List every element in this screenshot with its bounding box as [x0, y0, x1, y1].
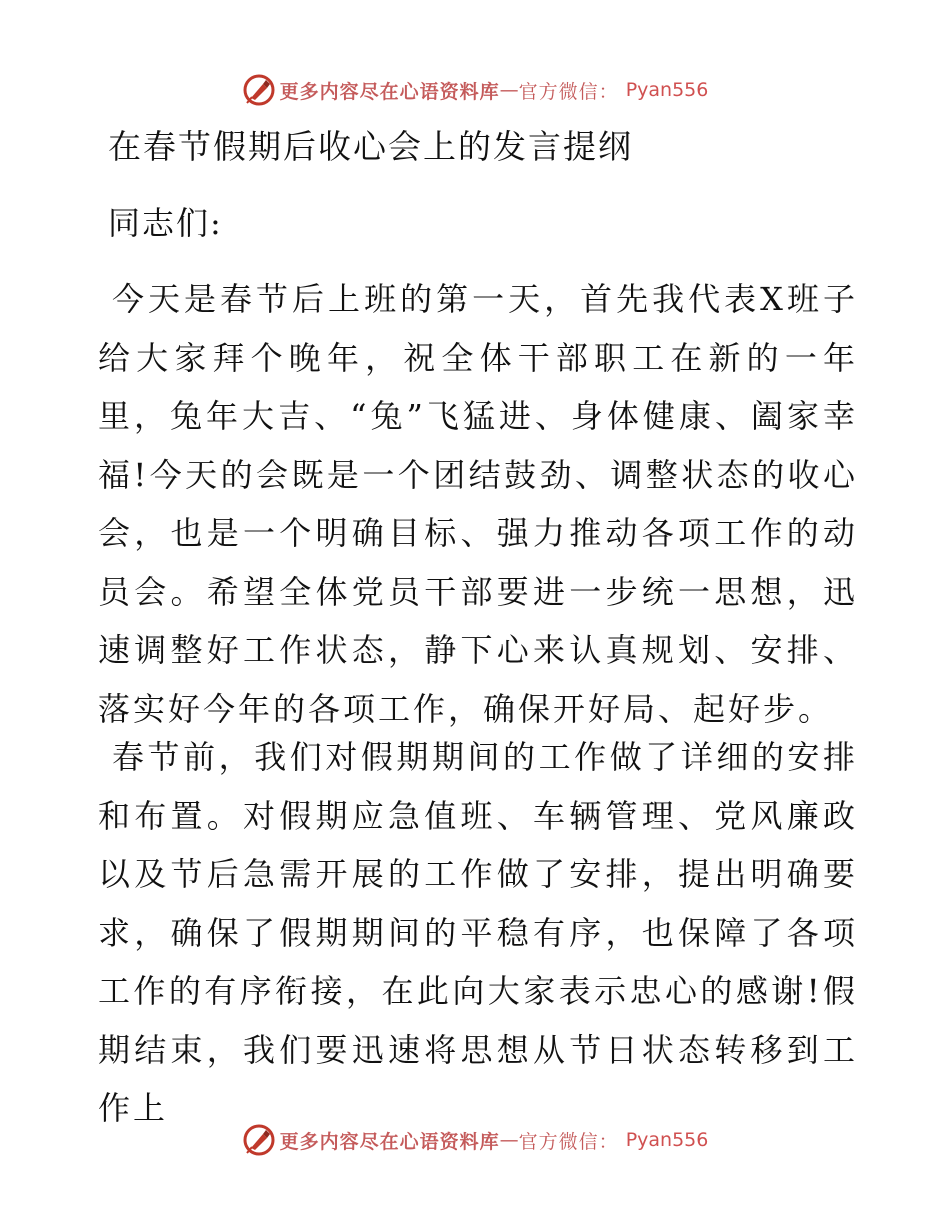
banner-dash: — — [499, 79, 519, 101]
body-paragraph-1: 今天是春节后上班的第一天，首先我代表X班子给大家拜个晚年，祝全体干部职工在新的一年里，兔年大吉、“兔”飞猛进、身体健康、阖家幸福!今天的会既是一个团结鼓劲、调整状态的收心会，也是一个明确目标、强力推动各项工作的动员会。希望全体党员干部要进一步统一思想，迅速调整好工作状态，静下心来认真规划、安排、落实好今年的各项工作，确保开好局、起好步。 — [98, 280, 858, 728]
banner-wechat-label: 官方微信 — [518, 1130, 599, 1153]
pen-logo-icon — [242, 1123, 276, 1157]
banner-wechat-label: 官方微信 — [518, 80, 599, 103]
document-title: 在春节假期后收心会上的发言提纲 — [108, 127, 633, 166]
banner-wechat-id: Pyan556 — [625, 79, 709, 101]
salutation: 同志们: — [108, 204, 223, 242]
banner-site-name: 更多内容尽在心语资料库 — [279, 80, 500, 103]
header-banner — [0, 70, 950, 110]
banner-wechat-id: Pyan556 — [625, 1129, 709, 1151]
pen-logo-icon — [242, 73, 276, 107]
body-paragraph-2: 春节前，我们对假期期间的工作做了详细的安排和布置。对假期应急值班、车辆管理、党风廉政以及节后急需开展的工作做了安排，提出明确要求，确保了假期期间的平稳有序，也保障了各项工作的有序衔接，在此向大家表示忠心的感谢!假期结束，我们要迅速将思想从节日状态转移到工作上 — [98, 738, 858, 1127]
banner-dash: — — [499, 1129, 519, 1151]
footer-banner — [0, 1120, 950, 1160]
banner-colon: ： — [598, 1130, 618, 1153]
banner-colon: ： — [598, 80, 618, 103]
banner-site-name: 更多内容尽在心语资料库 — [279, 1130, 500, 1153]
